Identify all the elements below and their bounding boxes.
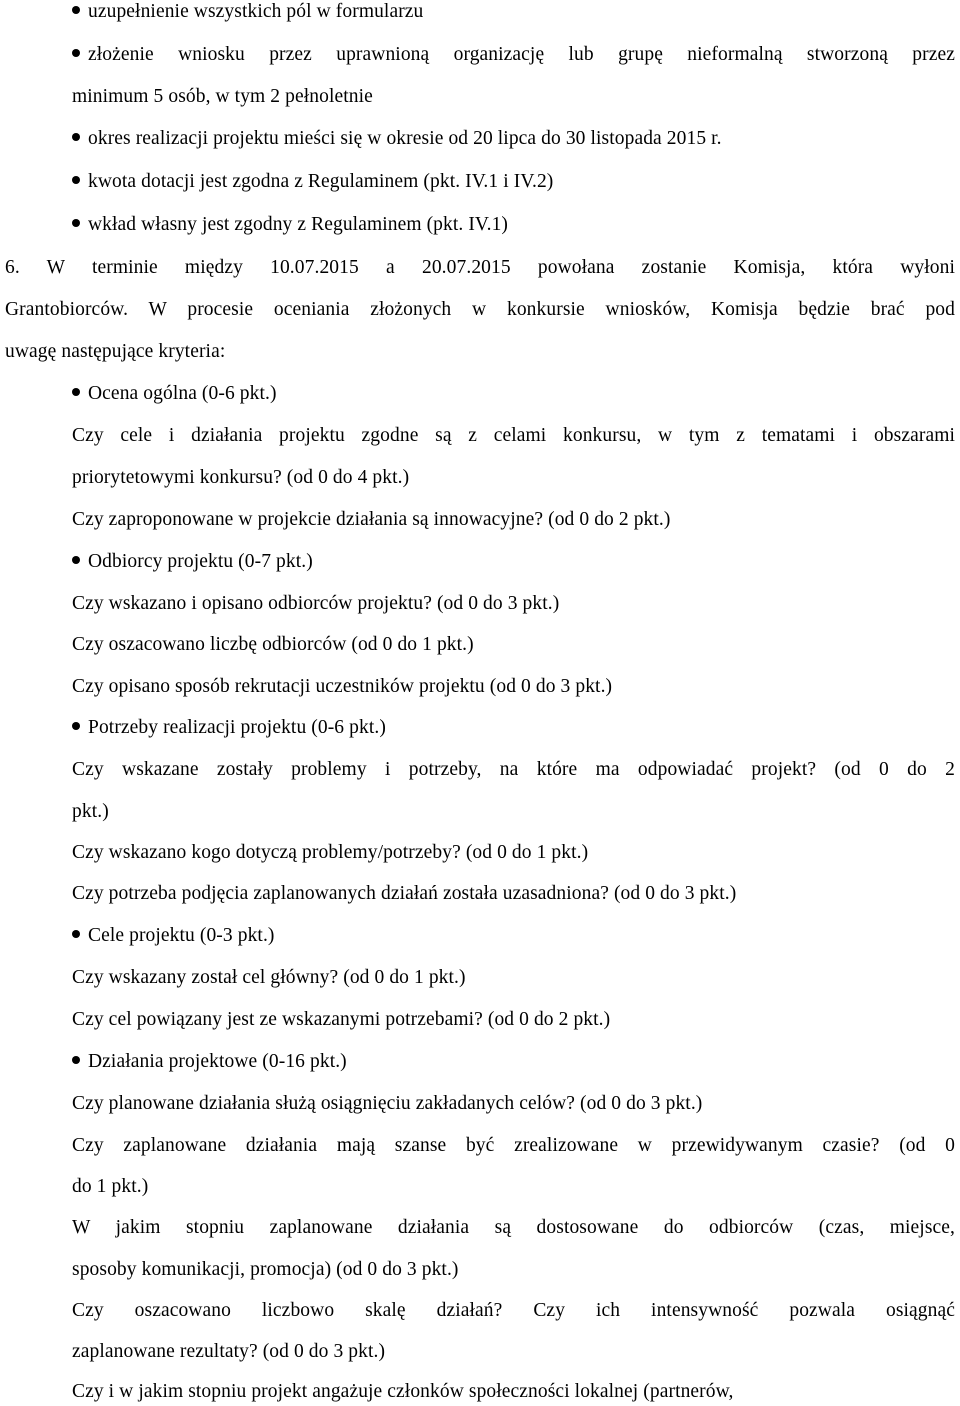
text-line: [72, 758, 955, 782]
line-text: pkt.): [72, 801, 109, 822]
text-line: [72, 966, 466, 990]
text-line: [72, 1216, 955, 1240]
line-text: Potrzeby realizacji projektu (0-6 pkt.): [88, 717, 386, 738]
line-text: Czy potrzeba podjęcia zaplanowanych działań została uzasadniona? (od 0 do 3 pkt.): [72, 883, 737, 904]
bullet-icon: [72, 219, 80, 227]
bullet-icon: [72, 722, 80, 730]
bullet-item: [72, 550, 313, 574]
bullet-item: [72, 127, 722, 151]
line-text: Ocena ogólna (0-6 pkt.): [88, 383, 277, 404]
line-text: sposoby komunikacji, promocja) (od 0 do 3 pkt.): [72, 1259, 459, 1280]
line-text: okres realizacji projektu mieści się w okresie od 20 lipca do 30 listopada 2015 r.: [88, 128, 722, 149]
bullet-icon: [72, 930, 80, 938]
bullet-icon: [72, 176, 80, 184]
line-text: Czy zaplanowane działania mają szanse być zrealizowane w przewidywanym czasie? (od 0: [72, 1135, 955, 1156]
line-text: uwagę następujące kryteria:: [5, 341, 226, 362]
bullet-item: [72, 1050, 347, 1074]
bullet-item: [72, 382, 277, 406]
line-text: uzupełnienie wszystkich pól w formularzu: [88, 1, 424, 22]
line-text: Czy planowane działania służą osiągnięciu zakładanych celów? (od 0 do 3 pkt.): [72, 1093, 703, 1114]
text-line: [72, 508, 671, 532]
text-line: [72, 466, 409, 490]
bullet-icon: [72, 1056, 80, 1064]
text-line: [72, 1299, 955, 1323]
line-text: Czy wskazano kogo dotyczą problemy/potrzeby? (od 0 do 1 pkt.): [72, 842, 589, 863]
text-line: [72, 1340, 385, 1364]
line-text: Czy wskazano i opisano odbiorców projektu? (od 0 do 3 pkt.): [72, 593, 560, 614]
text-line: [5, 256, 955, 280]
text-line: [72, 424, 955, 448]
line-text: Czy i w jakim stopniu projekt angażuje członków społeczności lokalnej (partnerów,: [72, 1381, 734, 1402]
bullet-item: [72, 213, 508, 237]
bullet-item: [72, 0, 423, 24]
bullet-item: [72, 924, 275, 948]
bullet-item: [72, 170, 553, 194]
line-text: Czy wskazany został cel główny? (od 0 do 1 pkt.): [72, 967, 466, 988]
line-text: złożenie wniosku przez uprawnioną organizację lub grupę nieformalną stworzoną przez: [88, 44, 955, 65]
line-text: Działania projektowe (0-16 pkt.): [88, 1051, 347, 1072]
line-text: do 1 pkt.): [72, 1176, 149, 1197]
line-text: Odbiorcy projektu (0-7 pkt.): [88, 551, 313, 572]
line-text: Czy wskazane zostały problemy i potrzeby, na które ma odpowiadać projekt? (od 0 do 2: [72, 759, 955, 780]
bullet-item: [72, 716, 386, 740]
text-line: [72, 675, 612, 699]
line-text: Czy opisano sposób rekrutacji uczestników projektu (od 0 do 3 pkt.): [72, 676, 613, 697]
text-line: [72, 633, 474, 657]
text-line: [72, 1258, 459, 1282]
line-text: kwota dotacji jest zgodna z Regulaminem (pkt. IV.1 i IV.2): [88, 171, 554, 192]
line-text: Cele projektu (0-3 pkt.): [88, 925, 275, 946]
line-text: minimum 5 osób, w tym 2 pełnoletnie: [72, 86, 373, 107]
bullet-icon: [72, 556, 80, 564]
text-line: [72, 841, 588, 865]
line-text: wkład własny jest zgodny z Regulaminem (pkt. IV.1): [88, 214, 509, 235]
bullet-item: [72, 43, 955, 67]
text-line: [72, 85, 373, 109]
bullet-icon: [72, 388, 80, 396]
text-line: [72, 800, 109, 824]
line-text: Grantobiorców. W procesie oceniania złożonych w konkursie wniosków, Komisja będzie brać pod: [5, 299, 955, 320]
bullet-icon: [72, 49, 80, 57]
line-text: Czy cel powiązany jest ze wskazanymi potrzebami? (od 0 do 2 pkt.): [72, 1009, 611, 1030]
line-text: Czy oszacowano liczbę odbiorców (od 0 do 1 pkt.): [72, 634, 474, 655]
text-line: [72, 1380, 734, 1404]
text-line: [72, 882, 736, 906]
text-line: [72, 592, 559, 616]
bullet-icon: [72, 133, 80, 141]
line-text: priorytetowymi konkursu? (od 0 do 4 pkt.): [72, 467, 410, 488]
text-line: [72, 1175, 148, 1199]
text-line: [72, 1134, 955, 1158]
line-text: Czy oszacowano liczbowo skalę działań? Czy ich intensywność pozwala osiągnąć: [72, 1300, 955, 1321]
bullet-icon: [72, 6, 80, 14]
line-text: zaplanowane rezultaty? (od 0 do 3 pkt.): [72, 1341, 386, 1362]
line-text: W jakim stopniu zaplanowane działania są dostosowane do odbiorców (czas, miejsce,: [72, 1217, 955, 1238]
text-line: [5, 298, 955, 322]
text-line: [72, 1008, 610, 1032]
line-text: 6. W terminie między 10.07.2015 a 20.07.2015 powołana zostanie Komisja, która wyłoni: [5, 257, 955, 278]
text-line: [72, 1092, 702, 1116]
line-text: Czy zaproponowane w projekcie działania są innowacyjne? (od 0 do 2 pkt.): [72, 509, 671, 530]
text-line: [5, 340, 225, 364]
line-text: Czy cele i działania projektu zgodne są z celami konkursu, w tym z tematami i obszarami: [72, 425, 955, 446]
